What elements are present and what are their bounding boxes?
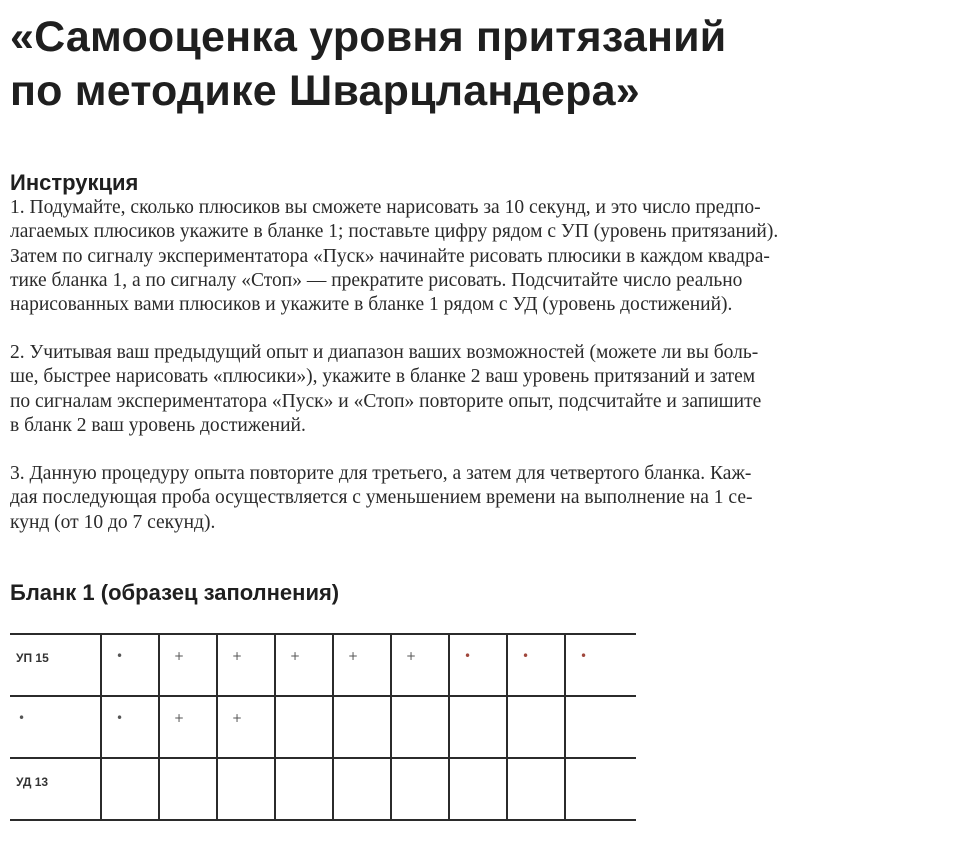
form-cell: [158, 635, 216, 695]
form-cell: [390, 697, 448, 757]
title-line-1: «Самооценка уровня притязаний: [10, 13, 727, 61]
ud-label: УД 13: [16, 775, 49, 789]
form-cell: [100, 697, 158, 757]
plus-mark: +: [290, 649, 301, 663]
dot-mark: •: [116, 711, 124, 725]
paragraph-line: в бланк 2 ваш уровень достижений.: [10, 414, 306, 436]
plus-mark: +: [174, 711, 185, 725]
paragraph-line: кунд (от 10 до 7 секунд).: [10, 511, 216, 533]
instruction-paragraph-2: [10, 341, 950, 438]
paragraph-line: тике бланка 1, а по сигналу «Стоп» — прекратите рисовать. Подсчитайте число реально: [10, 269, 743, 291]
paragraph-line: дая последующая проба осуществляется с уменьшением времени на выполнение на 1 се-: [10, 487, 753, 509]
paragraph-line: 2. Учитывая ваш предыдущий опыт и диапазон ваших возможностей (можете ли вы боль-: [10, 342, 759, 363]
form-cell: [564, 697, 636, 757]
form-cell: [448, 759, 506, 819]
form-cell: [332, 697, 390, 757]
form-cell: [448, 697, 506, 757]
form-cell: [10, 635, 100, 695]
paragraph-line: ше, быстрее нарисовать «плюсики»), укажите в бланке 2 ваш уровень притязаний и затем: [10, 366, 756, 388]
form-cell: [216, 697, 274, 757]
dot-mark: •: [464, 649, 472, 663]
paragraph-line: 1. Подумайте, сколько плюсиков вы сможете нарисовать за 10 секунд, и это число предпо-: [10, 197, 761, 218]
paragraph-line: 3. Данную процедуру опыта повторите для третьего, а затем для четвертого бланка. Каж-: [10, 463, 752, 484]
form-cell: [274, 635, 332, 695]
form-cell: [332, 635, 390, 695]
form-cell: [564, 635, 636, 695]
dot-mark: •: [522, 649, 530, 663]
plus-mark: +: [406, 649, 417, 663]
plus-mark: +: [232, 711, 243, 725]
form-cell: [100, 759, 158, 819]
title-line-2: по методике Шварцландера»: [10, 67, 640, 115]
form-heading: Бланк 1 (образец заполнения): [10, 580, 340, 605]
form-cell: [10, 759, 100, 819]
paragraph-line: нарисованных вами плюсиков и укажите в бланке 1 рядом с УД (уровень достижений).: [10, 294, 733, 316]
dot-mark: •: [116, 649, 124, 663]
form-cell: [274, 759, 332, 819]
form-grid: [10, 633, 636, 821]
form-cell: [216, 635, 274, 695]
form-cell: [100, 635, 158, 695]
grid-row-line: [10, 819, 636, 821]
form-cell: [506, 697, 564, 757]
up-label: УП 15: [16, 651, 49, 665]
form-cell: [10, 697, 100, 757]
plus-mark: +: [348, 649, 359, 663]
form-cell: [332, 759, 390, 819]
plus-mark: +: [174, 649, 185, 663]
instruction-paragraph-1: [10, 196, 950, 317]
form-cell: [506, 759, 564, 819]
page-title: [10, 10, 950, 118]
form-cell: [390, 635, 448, 695]
form-cell: [158, 697, 216, 757]
form-cell: [448, 635, 506, 695]
dot-mark: •: [18, 711, 26, 725]
form-cell: [564, 759, 636, 819]
paragraph-line: Затем по сигналу экспериментатора «Пуск» начинайте рисовать плюсики в каждом квадра-: [10, 245, 770, 267]
dot-mark: •: [580, 649, 588, 663]
form-cell: [390, 759, 448, 819]
form-cell: [274, 697, 332, 757]
form-cell: [216, 759, 274, 819]
form-cell: [158, 759, 216, 819]
instruction-heading: Инструкция: [10, 170, 139, 195]
paragraph-line: лагаемых плюсиков укажите в бланке 1; поставьте цифру рядом с УП (уровень притязаний).: [10, 221, 779, 243]
form-cell: [506, 635, 564, 695]
plus-mark: +: [232, 649, 243, 663]
instruction-paragraph-3: [10, 462, 950, 535]
paragraph-line: по сигналам экспериментатора «Пуск» и «Стоп» повторите опыт, подсчитайте и запишите: [10, 390, 762, 412]
